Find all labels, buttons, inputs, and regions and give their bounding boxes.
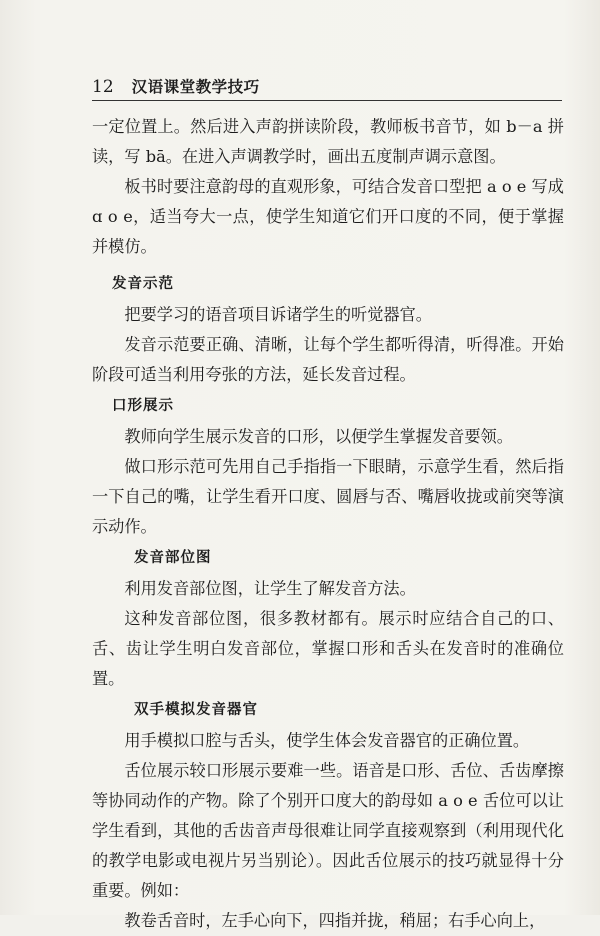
page-header	[92, 70, 562, 101]
paragraph: 用手模拟口腔与舌头，使学生体会发音器官的正确位置。	[124, 731, 530, 750]
paragraph: 利用发音部位图，让学生了解发音方法。	[124, 579, 416, 598]
paragraph: 舌位展示较口形展示要难一些。语音是口形、舌位、舌齿摩擦等协同动作的产物。除了个别开口度大的韵母如 a o e 舌位可以让学生看到，其他的舌齿音声母很难让同学直接观察到（利用现代化的教学电影或电视片另当别论）。因此舌位展示的技巧就显得十分重要。例如：	[92, 761, 564, 900]
section-heading-hand-simulation: 双手模拟发音器官	[134, 702, 258, 718]
paragraph: 这种发音部位图，很多教材都有。展示时应结合自己的口、舌、齿让学生明白发音部位，掌握口形和舌头在发音时的准确位置。	[92, 609, 564, 688]
paragraph: 一定位置上。然后进入声韵拼读阶段，教师板书音节，如 b－a 拼读，写 bā。在进入声调教学时，画出五度制声调示意图。	[92, 117, 564, 166]
page-number: 12	[92, 77, 114, 97]
paragraph: 做口形示范可先用自己手指指一下眼睛，示意学生看，然后指一下自己的嘴，让学生看开口度、圆唇与否、嘴唇收拢或前突等演示动作。	[92, 457, 564, 536]
paragraph: 发音示范要正确、清晰，让每个学生都听得清，听得准。开始阶段可适当利用夸张的方法，延长发音过程。	[92, 335, 564, 384]
section-heading-articulation-chart: 发音部位图	[134, 550, 212, 566]
paragraph: 板书时要注意韵母的直观形象，可结合发音口型把 a o e 写成 ɑ o e，适当夸大一点，使学生知道它们开口度的不同，便于掌握并模仿。	[92, 177, 564, 256]
running-title: 汉语课堂教学技巧	[131, 78, 260, 96]
paragraph: 把要学习的语音项目诉诸学生的听觉器官。	[124, 305, 432, 324]
section-heading-mouth-shape: 口形展示	[112, 398, 174, 414]
page-body	[92, 112, 564, 936]
section-heading-pronunciation-demo: 发音示范	[112, 276, 174, 292]
paragraph: 教卷舌音时，左手心向下，四指并拢，稍屈；右手心向上，	[124, 911, 546, 930]
paragraph: 教师向学生展示发音的口形，以便学生掌握发音要领。	[124, 427, 513, 446]
